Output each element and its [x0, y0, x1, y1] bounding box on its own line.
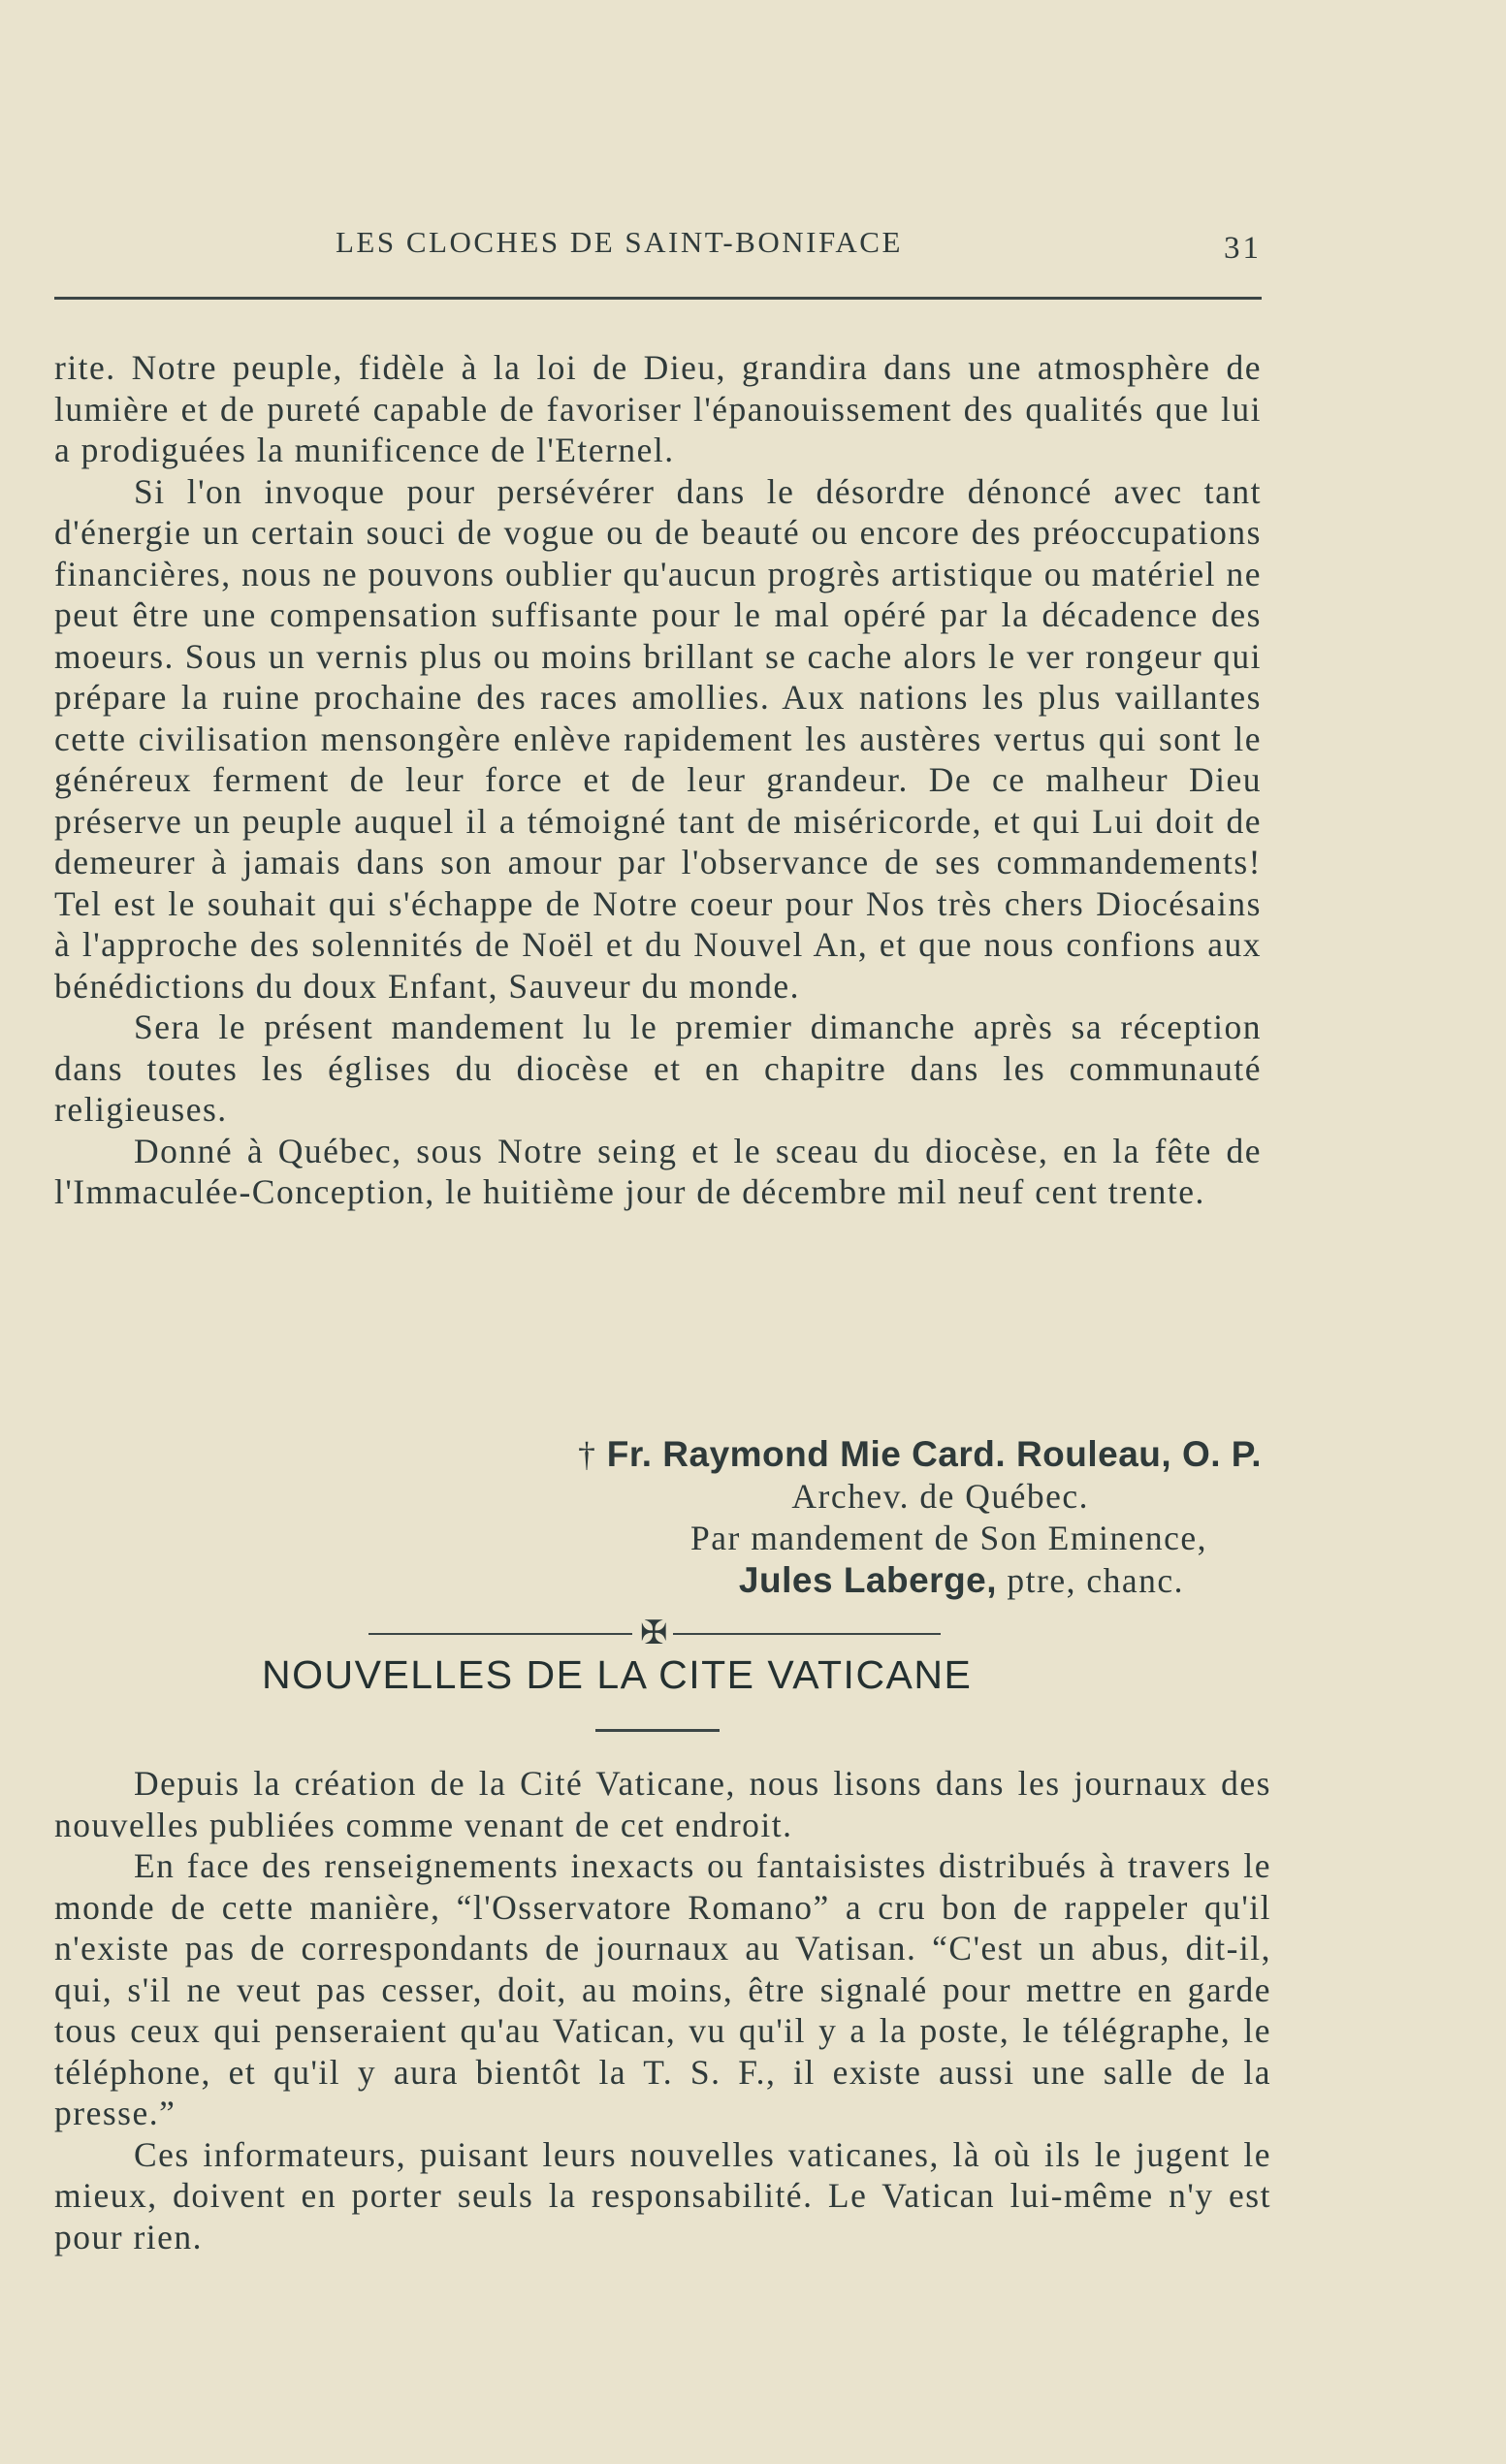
- divider-line-left: [368, 1633, 632, 1635]
- signer-title-line: [54, 1476, 1262, 1518]
- secretary-name: Jules Laberge,: [738, 1560, 998, 1600]
- signer-name: Fr. Raymond Mie Card. Rouleau, O. P.: [606, 1434, 1262, 1474]
- paragraph: rite. Notre peuple, fidèle à la loi de Dieu, grandira dans une atmosphère de lumière et de pureté capable de favoriser l'épanouissement des qualités que lui a prodiguées la munificence de l'Eternel.: [54, 348, 1262, 469]
- page-header: [54, 225, 1262, 272]
- paragraph: Ces informateurs, puisant leurs nouvelles vaticanes, là où ils le jugent le mieux, doivent en porter seuls la responsabilité. Le Vatican lui-même n'y est pour rien.: [54, 2134, 1271, 2256]
- page-number: 31: [1224, 231, 1262, 266]
- section-title-text: NOUVELLES DE LA CITE VATICANE: [262, 1652, 973, 1697]
- running-title: LES CLOCHES DE SAINT-BONIFACE: [336, 225, 903, 259]
- secretary-line: [54, 1559, 1262, 1602]
- mandate-text: Par mandement de Son Eminence,: [690, 1519, 1207, 1557]
- paragraph: Donné à Québec, sous Notre seing et le sceau du diocèse, en la fête de l'Immaculée-Conception, le huitième jour de décembre mil neuf cent trente.: [54, 1131, 1262, 1211]
- divider-line-right: [673, 1633, 941, 1635]
- section-divider-ornament: [368, 1616, 941, 1651]
- signer-title: Archev. de Québec.: [791, 1477, 1089, 1516]
- paragraph: En face des renseignements inexacts ou fantaisistes distribués à travers le monde de cette manière, “l'Osservatore Romano” a cru bon de rappeler qu'il n'existe pas de correspondants de journaux au Vatisan. “C'est un abus, dit-il, qui, s'il ne veut pas cesser, doit, au moins, être signalé pour mettre en garde tous ceux qui penseraient qu'au Vatican, vu qu'il y a la poste, le télégraphe, le téléphone, et qu'il y aura bientôt la T. S. F., il existe aussi une salle de la presse.”: [54, 1846, 1271, 2132]
- signer-line: [54, 1433, 1262, 1476]
- signature-block: [54, 1433, 1262, 1602]
- mandate-line: [54, 1518, 1262, 1559]
- section-title-rule: [595, 1729, 720, 1732]
- cross-ornament-icon: ✠: [640, 1616, 668, 1651]
- section-title: [54, 1652, 1262, 1698]
- paragraph: Depuis la création de la Cité Vaticane, nous lisons dans les journaux des nouvelles publiées comme venant de cet endroit.: [54, 1764, 1271, 1844]
- paragraph: Sera le présent mandement lu le premier dimanche après sa réception dans toutes les églises du diocèse et en chapitre dans les communauté religieuses.: [54, 1008, 1262, 1129]
- header-rule: [54, 297, 1262, 300]
- mandement-text: [54, 347, 1262, 1213]
- vatican-news-text: [54, 1763, 1271, 2257]
- cross-symbol: †: [578, 1435, 597, 1474]
- paragraph: Si l'on invoque pour persévérer dans le désordre dénoncé avec tant d'énergie un certain souci de vogue ou de beauté ou encore des préoccupations financières, nous ne pouvons oublier qu'aucun progrès artistique ou matériel ne peut être une compensation suffisante pour le mal opéré par la décadence des moeurs. Sous un vernis plus ou moins brillant se cache alors le ver rongeur qui prépare la ruine prochaine des races amollies. Aux nations les plus vaillantes cette civilisation mensongère enlève rapidement les austères vertus qui sont le généreux ferment de leur force et de leur grandeur. De ce malheur Dieu préserve un peuple auquel il a témoigné tant de miséricorde, et qui Lui doit de demeurer à jamais dans son amour par l'observance de ses commandements! Tel est le souhait qui s'échappe de Notre coeur pour Nos très chers Diocésains à l'approche des solennités de Noël et du Nouvel An, et que nous confions aux bénédictions du doux Enfant, Sauveur du monde.: [54, 471, 1262, 1006]
- secretary-title: ptre, chanc.: [1007, 1561, 1184, 1600]
